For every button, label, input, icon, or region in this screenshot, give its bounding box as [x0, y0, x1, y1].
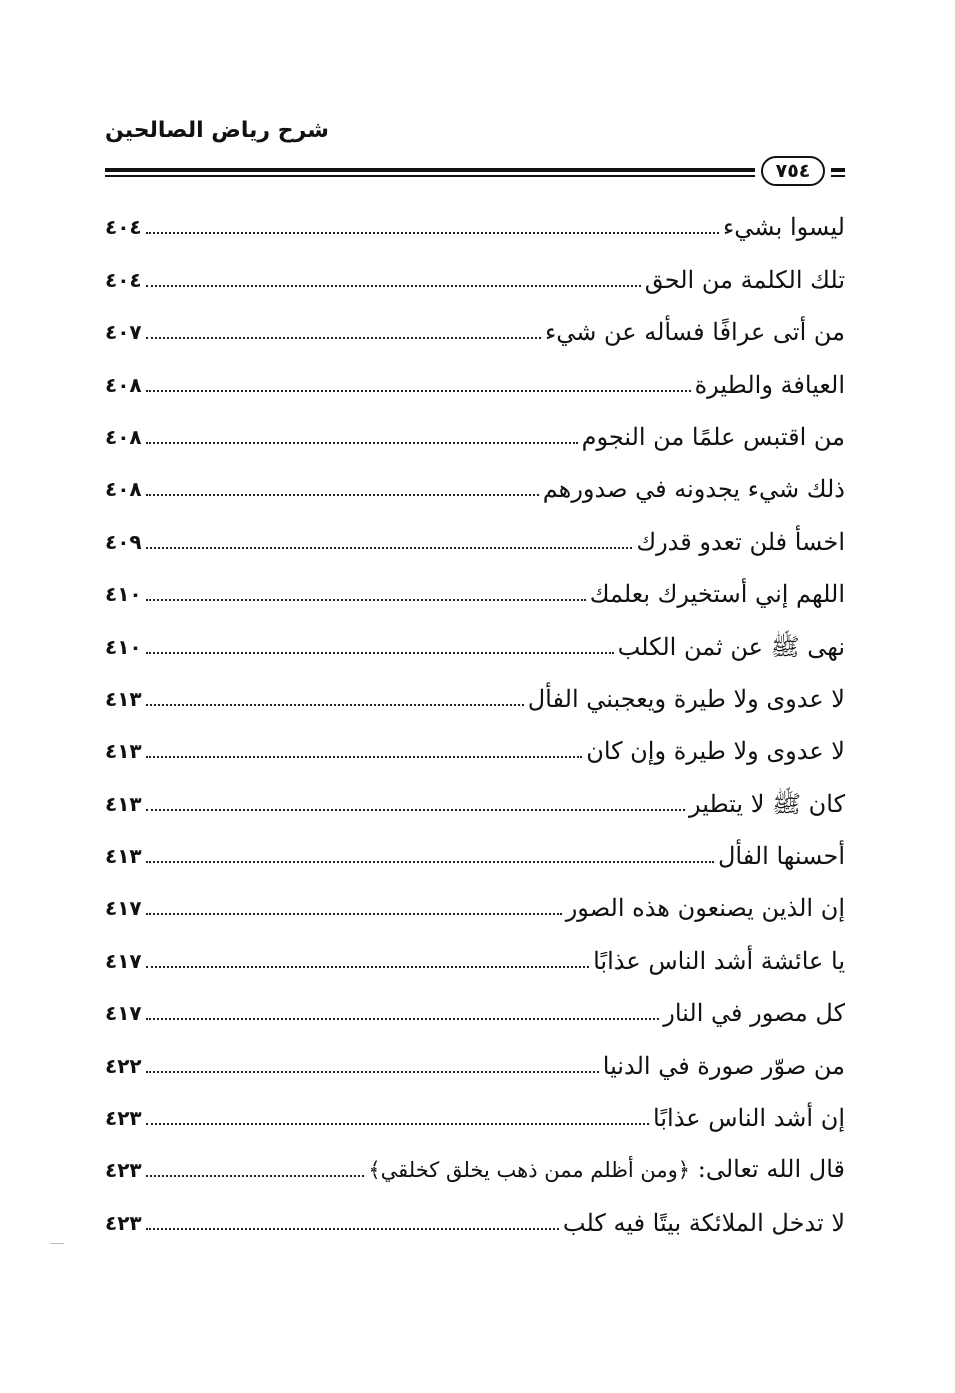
header-rule-end [831, 168, 845, 172]
dot-leader [146, 966, 589, 968]
toc-entry-title: اللهم إني أستخيرك بعلمك [589, 580, 845, 609]
header-rule-end-thin [831, 175, 845, 177]
toc-entry [105, 400, 845, 452]
toc-entry [105, 295, 845, 347]
toc-entry-title: لا عدوى ولا طيرة ويعجبني الفأل [527, 684, 845, 713]
toc-entry-page: ٤٢٣ [105, 1106, 142, 1131]
toc-entry-title: يا عائشة أشد الناس عذابًا [593, 946, 845, 975]
toc-entry [105, 871, 845, 923]
toc-entry-title [368, 1154, 845, 1185]
dot-leader [146, 494, 539, 496]
toc-entry-title: كل مصور في النار [663, 999, 845, 1028]
dot-leader [146, 442, 578, 444]
dot-leader [146, 913, 562, 915]
dot-leader [146, 704, 524, 706]
toc-entry [105, 557, 845, 609]
toc-entry-page: ٤١٧ [105, 896, 142, 921]
toc-entry-page: ٤١٣ [105, 791, 142, 816]
toc-entry-title: لا عدوى ولا طيرة وإن كان [586, 737, 845, 766]
toc-entry-title: من اقتبس علمًا من النجوم [581, 422, 845, 451]
dot-leader [146, 1175, 365, 1177]
toc-entry-title: إن الذين يصنعون هذه الصور [565, 894, 845, 923]
toc-entry-title: اخسأ فلن تعدو قدرك [636, 527, 845, 556]
toc-entry [105, 347, 845, 399]
toc-entry-page: ٤٢٣ [105, 1210, 142, 1235]
toc-entry-page: ٤٠٨ [105, 424, 142, 449]
dot-leader [146, 599, 586, 601]
toc-entry-page: ٤٠٩ [105, 529, 142, 554]
toc-entry [105, 504, 845, 556]
toc-entry [105, 609, 845, 661]
toc-entry-page: ٤٠٨ [105, 372, 142, 397]
quran-quote: ﴿ومن أظلم ممن ذهب يخلق كخلقي﴾ [368, 1158, 691, 1183]
toc-entry [105, 819, 845, 871]
toc-entry [105, 190, 845, 242]
page-header [105, 118, 845, 188]
toc-entry-page: ٤٠٤ [105, 267, 142, 292]
toc-entry-page: ٤٢٢ [105, 1053, 142, 1078]
toc-entry-page: ٤٢٣ [105, 1158, 142, 1183]
toc-entry-page: ٤٠٧ [105, 320, 142, 345]
toc-entry-title: أحسنها الفأل [717, 842, 845, 871]
toc-entry-page: ٤١٣ [105, 844, 142, 869]
toc-entry [105, 1028, 845, 1080]
dot-leader [146, 337, 541, 339]
toc-entry-page: ٤١٧ [105, 948, 142, 973]
toc-entry-title: إن أشد الناس عذابًا [653, 1104, 845, 1133]
toc-entry-page: ٤١٣ [105, 739, 142, 764]
toc-entry [105, 976, 845, 1028]
dot-leader [146, 652, 614, 654]
toc-entry-page: ٤١٠ [105, 582, 142, 607]
toc-entry-page: ٤٠٤ [105, 215, 142, 240]
toc-entry-page: ٤٠٨ [105, 477, 142, 502]
dot-leader [146, 390, 691, 392]
header-rule-thick [105, 168, 755, 172]
toc-entry-title: كان ﷺ لا يتطير [688, 789, 845, 818]
dot-leader [146, 861, 714, 863]
toc-entry [105, 766, 845, 818]
dot-leader [146, 809, 685, 811]
dot-leader [146, 232, 719, 234]
toc-entry-page: ٤١٠ [105, 634, 142, 659]
toc-entry [105, 1185, 845, 1237]
dot-leader [146, 285, 641, 287]
toc-entry-title: العيافة والطيرة [694, 370, 845, 399]
table-of-contents [105, 190, 845, 1238]
toc-entry-title-prefix: قال الله تعالى: [697, 1155, 845, 1184]
toc-entry-title: لا تدخل الملائكة بيتًا فيه كلب [562, 1208, 845, 1237]
toc-entry-title: تلك الكلمة من الحق [644, 265, 845, 294]
toc-entry-title: ذلك شيء يجدونه في صدورهم [542, 475, 845, 504]
toc-entry-page: ٤١٣ [105, 686, 142, 711]
toc-entry-title: من صوّر صورة في الدنيا [602, 1051, 845, 1080]
toc-entry [105, 923, 845, 975]
dot-leader [146, 1018, 660, 1020]
toc-entry [105, 714, 845, 766]
toc-entry-title: نهى ﷺ عن ثمن الكلب [617, 632, 845, 661]
toc-entry-page: ٤١٧ [105, 1001, 142, 1026]
dot-leader [146, 547, 633, 549]
toc-entry [105, 242, 845, 294]
page-number: ٧٥٤ [761, 156, 825, 186]
toc-entry [105, 452, 845, 504]
toc-entry [105, 1133, 845, 1185]
toc-entry [105, 1081, 845, 1133]
toc-entry-title: ليسوا بشيء [722, 213, 845, 242]
dot-leader [146, 1228, 559, 1230]
dot-leader [146, 756, 583, 758]
book-title: شرح رياض الصالحين [105, 118, 329, 143]
toc-entry [105, 662, 845, 714]
dot-leader [146, 1071, 599, 1073]
margin-mark [50, 1243, 64, 1244]
header-rule [105, 156, 845, 186]
toc-entry-title: من أتى عرافًا فسأله عن شيء [545, 318, 845, 347]
header-rule-thin [105, 175, 755, 177]
dot-leader [146, 1123, 649, 1125]
